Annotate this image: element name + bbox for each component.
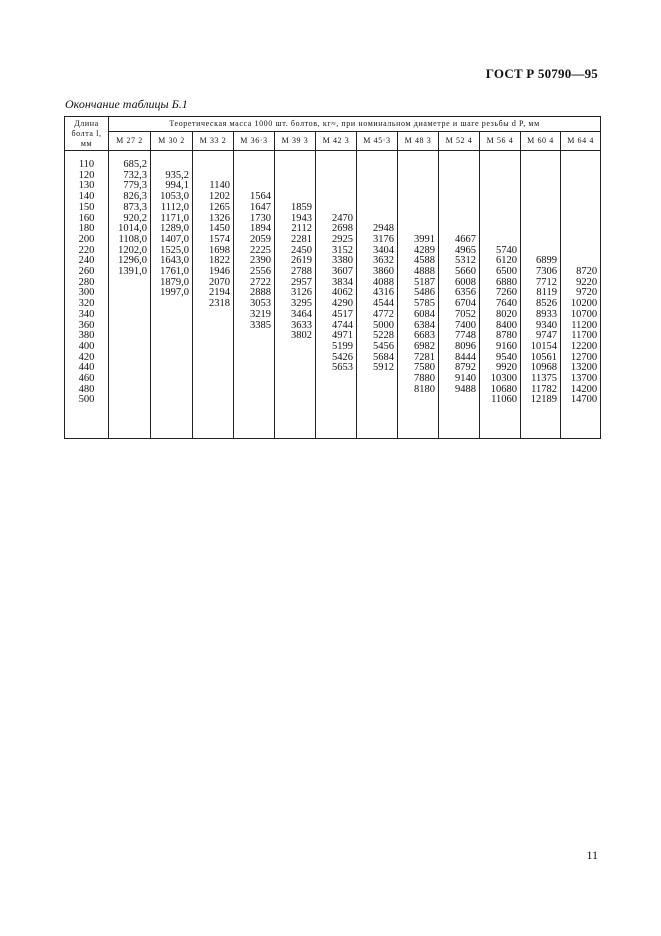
- length-values: [65, 151, 108, 406]
- mass-value: 2059: [250, 233, 271, 245]
- mass-value: 3152: [332, 244, 353, 256]
- column-header: М 56 4: [480, 132, 521, 151]
- mass-value: 4517: [332, 308, 353, 320]
- mass-value: 1289,0: [160, 223, 189, 235]
- mass-value: 1326: [209, 212, 230, 224]
- mass-values: [275, 151, 315, 342]
- length-value: 440: [78, 362, 95, 374]
- mass-value: 1643,0: [160, 255, 189, 267]
- mass-value: 2194: [209, 287, 230, 299]
- mass-value: 1450: [209, 223, 230, 235]
- mass-value: 7712: [536, 276, 557, 288]
- mass-value: 10200: [570, 298, 598, 310]
- mass-value: 12700: [570, 351, 598, 363]
- mass-value: 6384: [414, 319, 435, 331]
- column-header: М 60 4: [521, 132, 561, 151]
- mass-value: 1698: [209, 244, 230, 256]
- mass-value: 2556: [250, 266, 271, 278]
- length-value: 280: [78, 276, 95, 288]
- mass-value: 7260: [496, 287, 517, 299]
- mass-value: 4965: [455, 244, 476, 256]
- length-value: 380: [78, 330, 95, 342]
- mass-value: 685,2: [123, 159, 147, 170]
- mass-value: 1859: [291, 201, 312, 213]
- length-header-line-3: мм: [80, 138, 93, 148]
- mass-value: 4316: [373, 287, 394, 299]
- mass-value: 3404: [373, 244, 394, 256]
- mass-value: 5312: [455, 255, 476, 267]
- mass-value: 8096: [455, 340, 476, 352]
- mass-value: 2925: [332, 233, 353, 245]
- mass-value: 7580: [414, 362, 435, 374]
- mass-value: 2619: [291, 255, 312, 267]
- mass-value: 1140: [209, 180, 230, 192]
- length-value: 220: [78, 244, 95, 256]
- page-number: 11: [586, 848, 598, 862]
- mass-value: 6084: [414, 308, 435, 320]
- mass-value: 5660: [455, 266, 476, 278]
- mass-value: 7640: [496, 298, 517, 310]
- mass-value: 6683: [414, 330, 435, 342]
- length-value: 120: [78, 169, 95, 181]
- mass-value: 9488: [455, 383, 476, 395]
- column-header: М 52 4: [439, 132, 480, 151]
- mass-value: 10561: [530, 351, 557, 363]
- mass-values: [193, 151, 233, 310]
- mass-value: 5000: [373, 319, 394, 331]
- mass-value: 8020: [496, 308, 517, 320]
- mass-values: [561, 151, 600, 406]
- mass-value: 2788: [291, 266, 312, 278]
- length-value: 480: [78, 383, 95, 395]
- mass-value: 1202: [209, 191, 230, 203]
- mass-value: 1647: [250, 201, 271, 213]
- mass-value: 4772: [373, 308, 394, 320]
- mass-value: 1894: [250, 223, 271, 235]
- mass-value: 13700: [570, 373, 598, 385]
- mass-column: [398, 151, 439, 439]
- mass-value: 2888: [250, 287, 271, 299]
- mass-value: 5426: [332, 351, 353, 363]
- mass-value: 9160: [496, 340, 517, 352]
- mass-value: 1053,0: [160, 191, 189, 203]
- mass-value: 5912: [373, 362, 394, 374]
- mass-value: 994,1: [165, 180, 189, 192]
- mass-values: [357, 151, 397, 374]
- mass-value: 4888: [414, 266, 435, 278]
- mass-value: 9720: [576, 287, 598, 299]
- mass-values: [316, 151, 356, 374]
- mass-value: 4667: [455, 233, 476, 245]
- mass-value: 3380: [332, 255, 353, 267]
- mass-value: 732,3: [123, 169, 147, 181]
- mass-value: 8119: [536, 287, 557, 299]
- mass-values: [398, 151, 438, 395]
- mass-value: 1108,0: [118, 233, 147, 245]
- mass-value: 2948: [373, 223, 394, 235]
- mass-value: 5740: [496, 244, 517, 256]
- mass-header: Теоретическая масса 1000 шт. болтов, кг≈, при номинальном диаметре и шаге резьбы d P, мм: [109, 117, 601, 132]
- mass-value: 920,2: [123, 212, 147, 224]
- mass-value: 1296,0: [118, 255, 147, 267]
- mass-values: [480, 151, 520, 406]
- mass-value: 2722: [250, 276, 271, 288]
- mass-value: 3126: [291, 287, 312, 299]
- mass-value: 2470: [332, 212, 353, 224]
- length-value: 500: [78, 394, 95, 406]
- column-header: М 39 3: [275, 132, 316, 151]
- mass-value: 5653: [332, 362, 353, 374]
- mass-value: 3295: [291, 298, 312, 310]
- length-value: 140: [78, 191, 95, 203]
- mass-value: 4290: [332, 298, 353, 310]
- mass-values: [234, 151, 274, 331]
- length-column: [65, 151, 109, 439]
- mass-value: 10700: [570, 308, 598, 320]
- column-header: М 36·3: [234, 132, 275, 151]
- mass-value: 1525,0: [160, 244, 189, 256]
- column-header-row: [65, 132, 601, 151]
- mass-value: 11782: [531, 383, 557, 395]
- mass-value: 935,2: [165, 169, 189, 181]
- mass-value: 3632: [373, 255, 394, 267]
- mass-value: 9140: [455, 373, 476, 385]
- mass-column: [316, 151, 357, 439]
- mass-value: 3633: [291, 319, 312, 331]
- mass-value: 11700: [571, 330, 598, 342]
- mass-value: 6120: [496, 255, 517, 267]
- mass-value: 3834: [332, 276, 353, 288]
- mass-value: 2390: [250, 255, 271, 267]
- mass-value: 6899: [536, 255, 557, 267]
- length-value: 320: [78, 298, 95, 310]
- mass-value: 12200: [570, 340, 598, 352]
- length-value: 160: [78, 212, 95, 224]
- length-header: [65, 117, 109, 151]
- mass-column: [234, 151, 275, 439]
- mass-value: 11060: [491, 394, 517, 406]
- length-value: 180: [78, 223, 95, 235]
- length-value: 400: [78, 340, 95, 352]
- mass-value: 7306: [536, 266, 557, 278]
- mass-value: 12189: [530, 394, 557, 406]
- mass-value: 7281: [414, 351, 435, 363]
- mass-value: 10968: [530, 362, 557, 374]
- mass-value: 8933: [536, 308, 557, 320]
- mass-column: [151, 151, 193, 439]
- mass-value: 2225: [250, 244, 271, 256]
- mass-values: [151, 151, 192, 299]
- length-value: 130: [78, 180, 95, 192]
- mass-value: 7748: [455, 330, 476, 342]
- mass-value: 4588: [414, 255, 435, 267]
- mass-value: 3176: [373, 233, 394, 245]
- mass-value: 2070: [209, 276, 230, 288]
- mass-value: 3991: [414, 233, 435, 245]
- mass-value: 2698: [332, 223, 353, 235]
- mass-value: 5684: [373, 351, 394, 363]
- length-value: 460: [78, 373, 95, 385]
- mass-value: 8444: [455, 351, 476, 363]
- mass-value: 1202,0: [118, 244, 147, 256]
- mass-value: 8400: [496, 319, 517, 331]
- mass-value: 4088: [373, 276, 394, 288]
- mass-value: 9540: [496, 351, 517, 363]
- mass-value: 3053: [250, 298, 271, 310]
- length-value: 240: [78, 255, 95, 267]
- mass-value: 1943: [291, 212, 312, 224]
- mass-value: 4744: [332, 319, 353, 331]
- mass-value: 6982: [414, 340, 435, 352]
- mass-value: 9220: [576, 276, 598, 288]
- mass-value: 5785: [414, 298, 435, 310]
- mass-value: 5228: [373, 330, 394, 342]
- mass-value: 4971: [332, 330, 353, 342]
- mass-value: 7052: [455, 308, 476, 320]
- length-header-line-2: болта l,: [71, 128, 102, 138]
- mass-value: 8780: [496, 330, 517, 342]
- mass-value: 5199: [332, 340, 353, 352]
- bolt-mass-table: [64, 116, 601, 439]
- mass-value: 2281: [291, 233, 312, 245]
- mass-value: 4062: [332, 287, 353, 299]
- length-value: 300: [78, 287, 95, 299]
- mass-value: 11200: [571, 319, 598, 331]
- mass-value: 1112,0: [160, 201, 189, 213]
- column-header: М 48 3: [398, 132, 439, 151]
- mass-value: 3385: [250, 319, 271, 331]
- mass-value: 873,3: [123, 201, 147, 213]
- mass-value: 1822: [209, 255, 230, 267]
- column-header: М 42 3: [316, 132, 357, 151]
- mass-value: 9747: [536, 330, 557, 342]
- mass-value: 13200: [570, 362, 598, 374]
- mass-value: 11375: [531, 373, 557, 385]
- mass-value: 8526: [536, 298, 557, 310]
- mass-column: [357, 151, 398, 439]
- mass-value: 2450: [291, 244, 312, 256]
- mass-value: 6500: [496, 266, 517, 278]
- mass-value: 10680: [490, 383, 517, 395]
- data-row: [65, 151, 601, 439]
- mass-value: 1574: [209, 233, 230, 245]
- column-header: М 45·3: [357, 132, 398, 151]
- mass-value: 6704: [455, 298, 476, 310]
- table-caption: Окончание таблицы Б.1: [65, 97, 188, 111]
- mass-value: 3219: [250, 308, 271, 320]
- mass-value: 1014,0: [118, 223, 147, 235]
- mass-value: 1265: [209, 201, 230, 213]
- length-value: 340: [78, 308, 95, 320]
- column-header: М 27 2: [109, 132, 151, 151]
- mass-value: 8180: [414, 383, 435, 395]
- mass-column: [561, 151, 601, 439]
- mass-value: 1407,0: [160, 233, 189, 245]
- mass-column: [521, 151, 561, 439]
- mass-value: 5187: [414, 276, 435, 288]
- mass-value: 14700: [570, 394, 598, 406]
- mass-value: 9340: [536, 319, 557, 331]
- mass-column: [480, 151, 521, 439]
- mass-value: 6008: [455, 276, 476, 288]
- mass-value: 5486: [414, 287, 435, 299]
- mass-value: 3802: [291, 330, 312, 342]
- mass-value: 2318: [209, 298, 230, 310]
- mass-value: 4289: [414, 244, 435, 256]
- mass-value: 6356: [455, 287, 476, 299]
- mass-values: [521, 151, 560, 406]
- mass-column: [439, 151, 480, 439]
- mass-value: 3860: [373, 266, 394, 278]
- mass-value: 2112: [291, 223, 312, 235]
- column-header: М 30 2: [151, 132, 193, 151]
- mass-column: [193, 151, 234, 439]
- mass-value: 2957: [291, 276, 312, 288]
- length-value: 200: [78, 233, 95, 245]
- mass-value: 779,3: [123, 180, 147, 192]
- length-header-line-1: Длина: [74, 118, 99, 128]
- mass-value: 3607: [332, 266, 353, 278]
- length-value: 420: [78, 351, 95, 363]
- mass-column: [109, 151, 151, 439]
- column-header: М 33 2: [193, 132, 234, 151]
- mass-value: 10154: [530, 340, 557, 352]
- mass-value: 1171,0: [160, 212, 189, 224]
- mass-value: 9920: [496, 362, 517, 374]
- mass-value: 8720: [576, 266, 598, 278]
- mass-value: 4544: [373, 298, 394, 310]
- mass-value: 1946: [209, 266, 230, 278]
- mass-values: [439, 151, 479, 395]
- length-value: 150: [78, 201, 95, 213]
- mass-value: 826,3: [123, 191, 147, 203]
- mass-value: 1391,0: [118, 266, 147, 278]
- mass-value: 1564: [250, 191, 271, 203]
- length-value: 360: [78, 319, 95, 331]
- mass-value: 3464: [291, 308, 312, 320]
- mass-value: 14200: [570, 383, 598, 395]
- mass-value: 1997,0: [160, 287, 189, 299]
- length-value: 110: [78, 159, 95, 170]
- mass-value: 5456: [373, 340, 394, 352]
- mass-value: 7880: [414, 373, 435, 385]
- mass-value: 1761,0: [160, 266, 189, 278]
- document-header: ГОСТ Р 50790—95: [485, 66, 598, 81]
- mass-value: 7400: [455, 319, 476, 331]
- mass-value: 1879,0: [160, 276, 189, 288]
- mass-column: [275, 151, 316, 439]
- length-value: 260: [78, 266, 95, 278]
- mass-value: 6880: [496, 276, 517, 288]
- mass-values: [109, 151, 150, 278]
- mass-value: 10300: [490, 373, 517, 385]
- column-header: М 64 4: [561, 132, 601, 151]
- mass-value: 1730: [250, 212, 271, 224]
- mass-value: 8792: [455, 362, 476, 374]
